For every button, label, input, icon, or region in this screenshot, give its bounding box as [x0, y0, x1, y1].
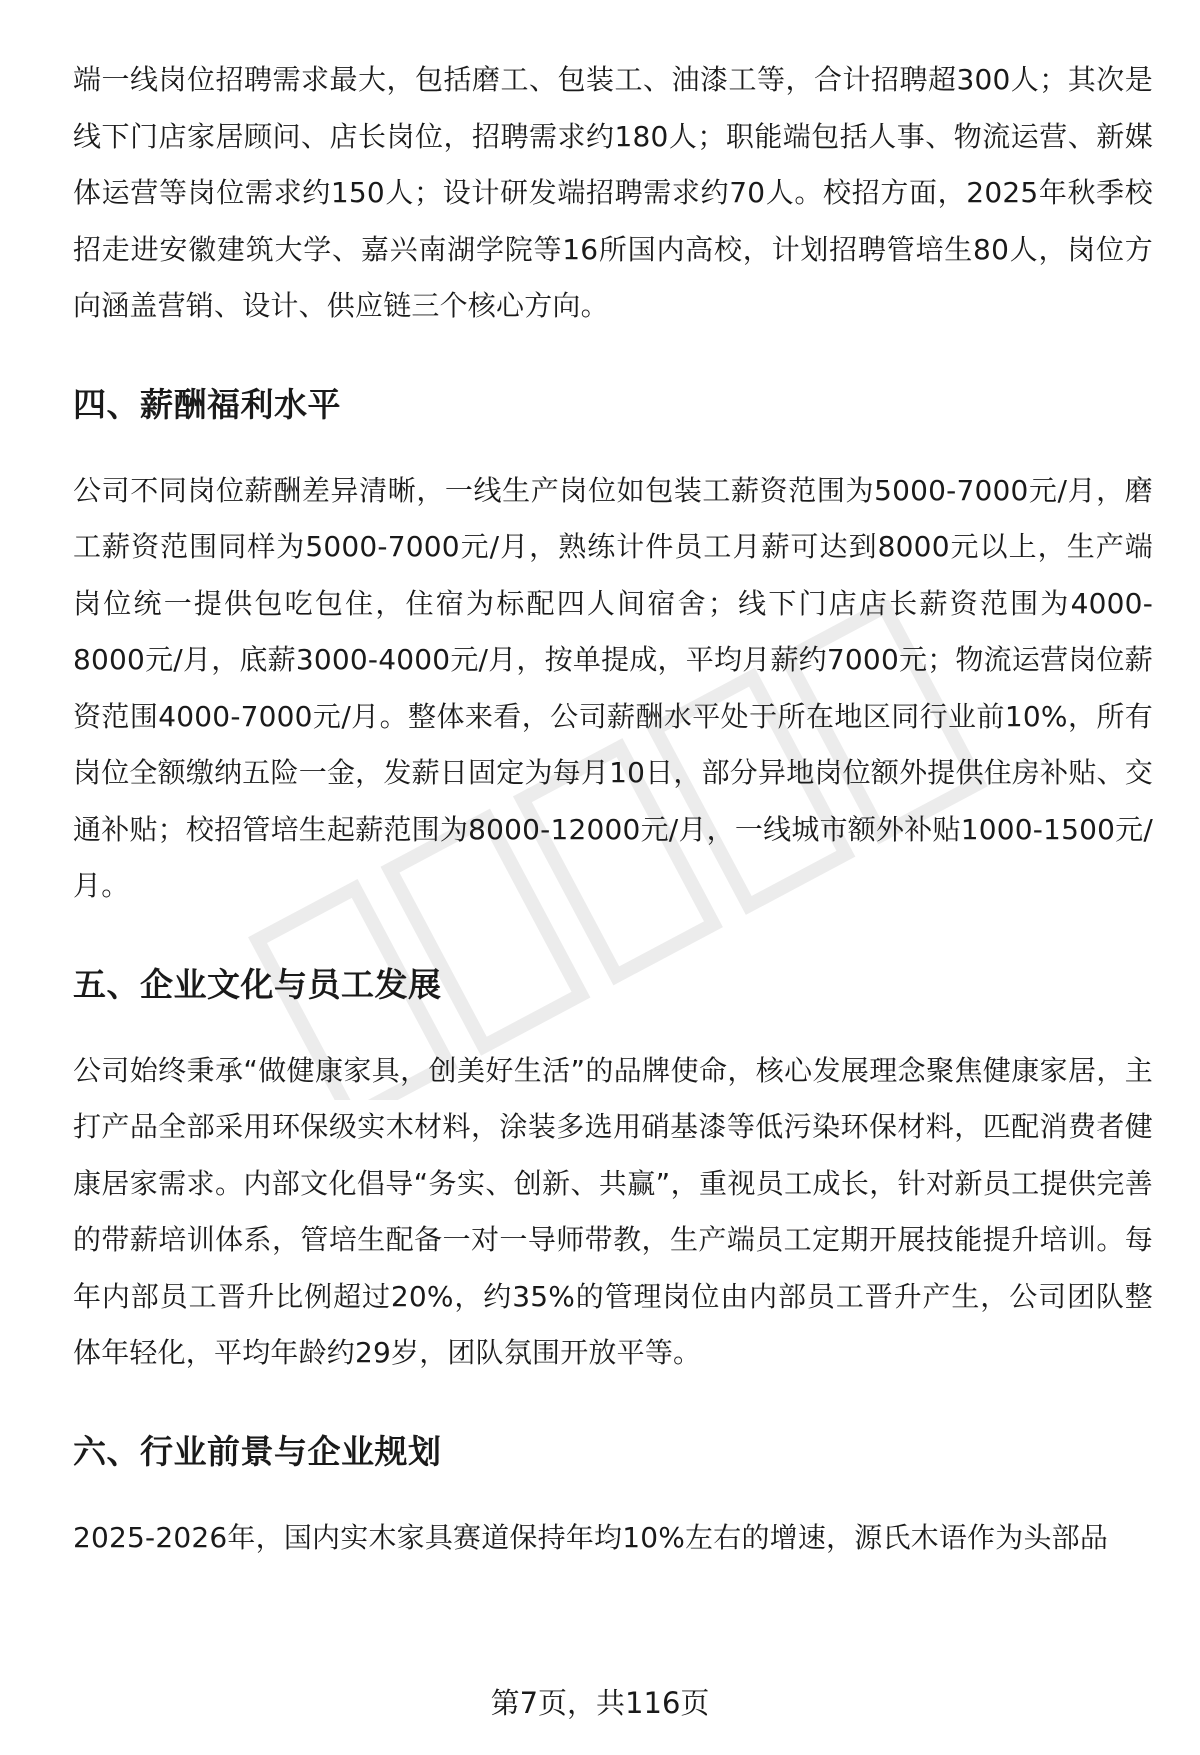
page-number-footer: 第7页，共116页 — [490, 1686, 710, 1720]
section-heading-outlook: 六、行业前景与企业规划 — [73, 1431, 442, 1471]
paragraph-recruitment: 端一线岗位招聘需求最大，包括磨工、包装工、油漆工等，合计招聘超300人；其次是线下门店家居顾问、店长岗位，招聘需求约180人；职能端包括人事、物流运营、新媒体运营等岗位需求约150人；设计研发端招聘需求约70人。校招方面，2025年秋季校招走进安徽建筑大学、嘉兴南湖学院等16所国内高校，计划招聘管培生80人，岗位方向涵盖营销、设计、供应链三个核心方向。 — [73, 63, 1153, 322]
paragraph-compensation: 公司不同岗位薪酬差异清晰，一线生产岗位如包装工薪资范围为5000-7000元/月，磨工薪资范围同样为5000-7000元/月，熟练计件员工月薪可达到8000元以上，生产端岗位统一提供包吃包住，住宿为标配四人间宿舍；线下门店店长薪资范围为4000-8000元/月，底薪3000-4000元/月，按单提成，平均月薪约7000元；物流运营岗位薪资范围4000-7000元/月。整体来看，公司薪酬水平处于所在地区同行业前10%，所有岗位全额缴纳五险一金，发薪日固定为每月10日，部分异地岗位额外提供住房补贴、交通补贴；校招管培生起薪范围为8000-12000元/月，一线城市额外补贴1000-1500元/月。 — [73, 473, 1153, 902]
paragraph-outlook: 2025-2026年，国内实木家具赛道保持年均10%左右的增速，源氏木语作为头部品 — [73, 1520, 1109, 1554]
section-heading-compensation: 四、薪酬福利水平 — [73, 384, 341, 424]
document-body — [73, 52, 1153, 1566]
section-heading-culture: 五、企业文化与员工发展 — [73, 964, 442, 1004]
paragraph-culture: 公司始终秉承“做健康家具，创美好生活”的品牌使命，核心发展理念聚焦健康家居，主打产品全部采用环保级实木材料，涂装多选用硝基漆等低污染环保材料，匹配消费者健康居家需求。内部文化倡导“务实、创新、共赢”，重视员工成长，针对新员工提供完善的带薪培训体系，管培生配备一对一导师带教，生产端员工定期开展技能提升培训。每年内部员工晋升比例超过20%，约35%的管理岗位由内部员工晋升产生，公司团队整体年轻化，平均年龄约29岁，团队氛围开放平等。 — [73, 1053, 1153, 1369]
